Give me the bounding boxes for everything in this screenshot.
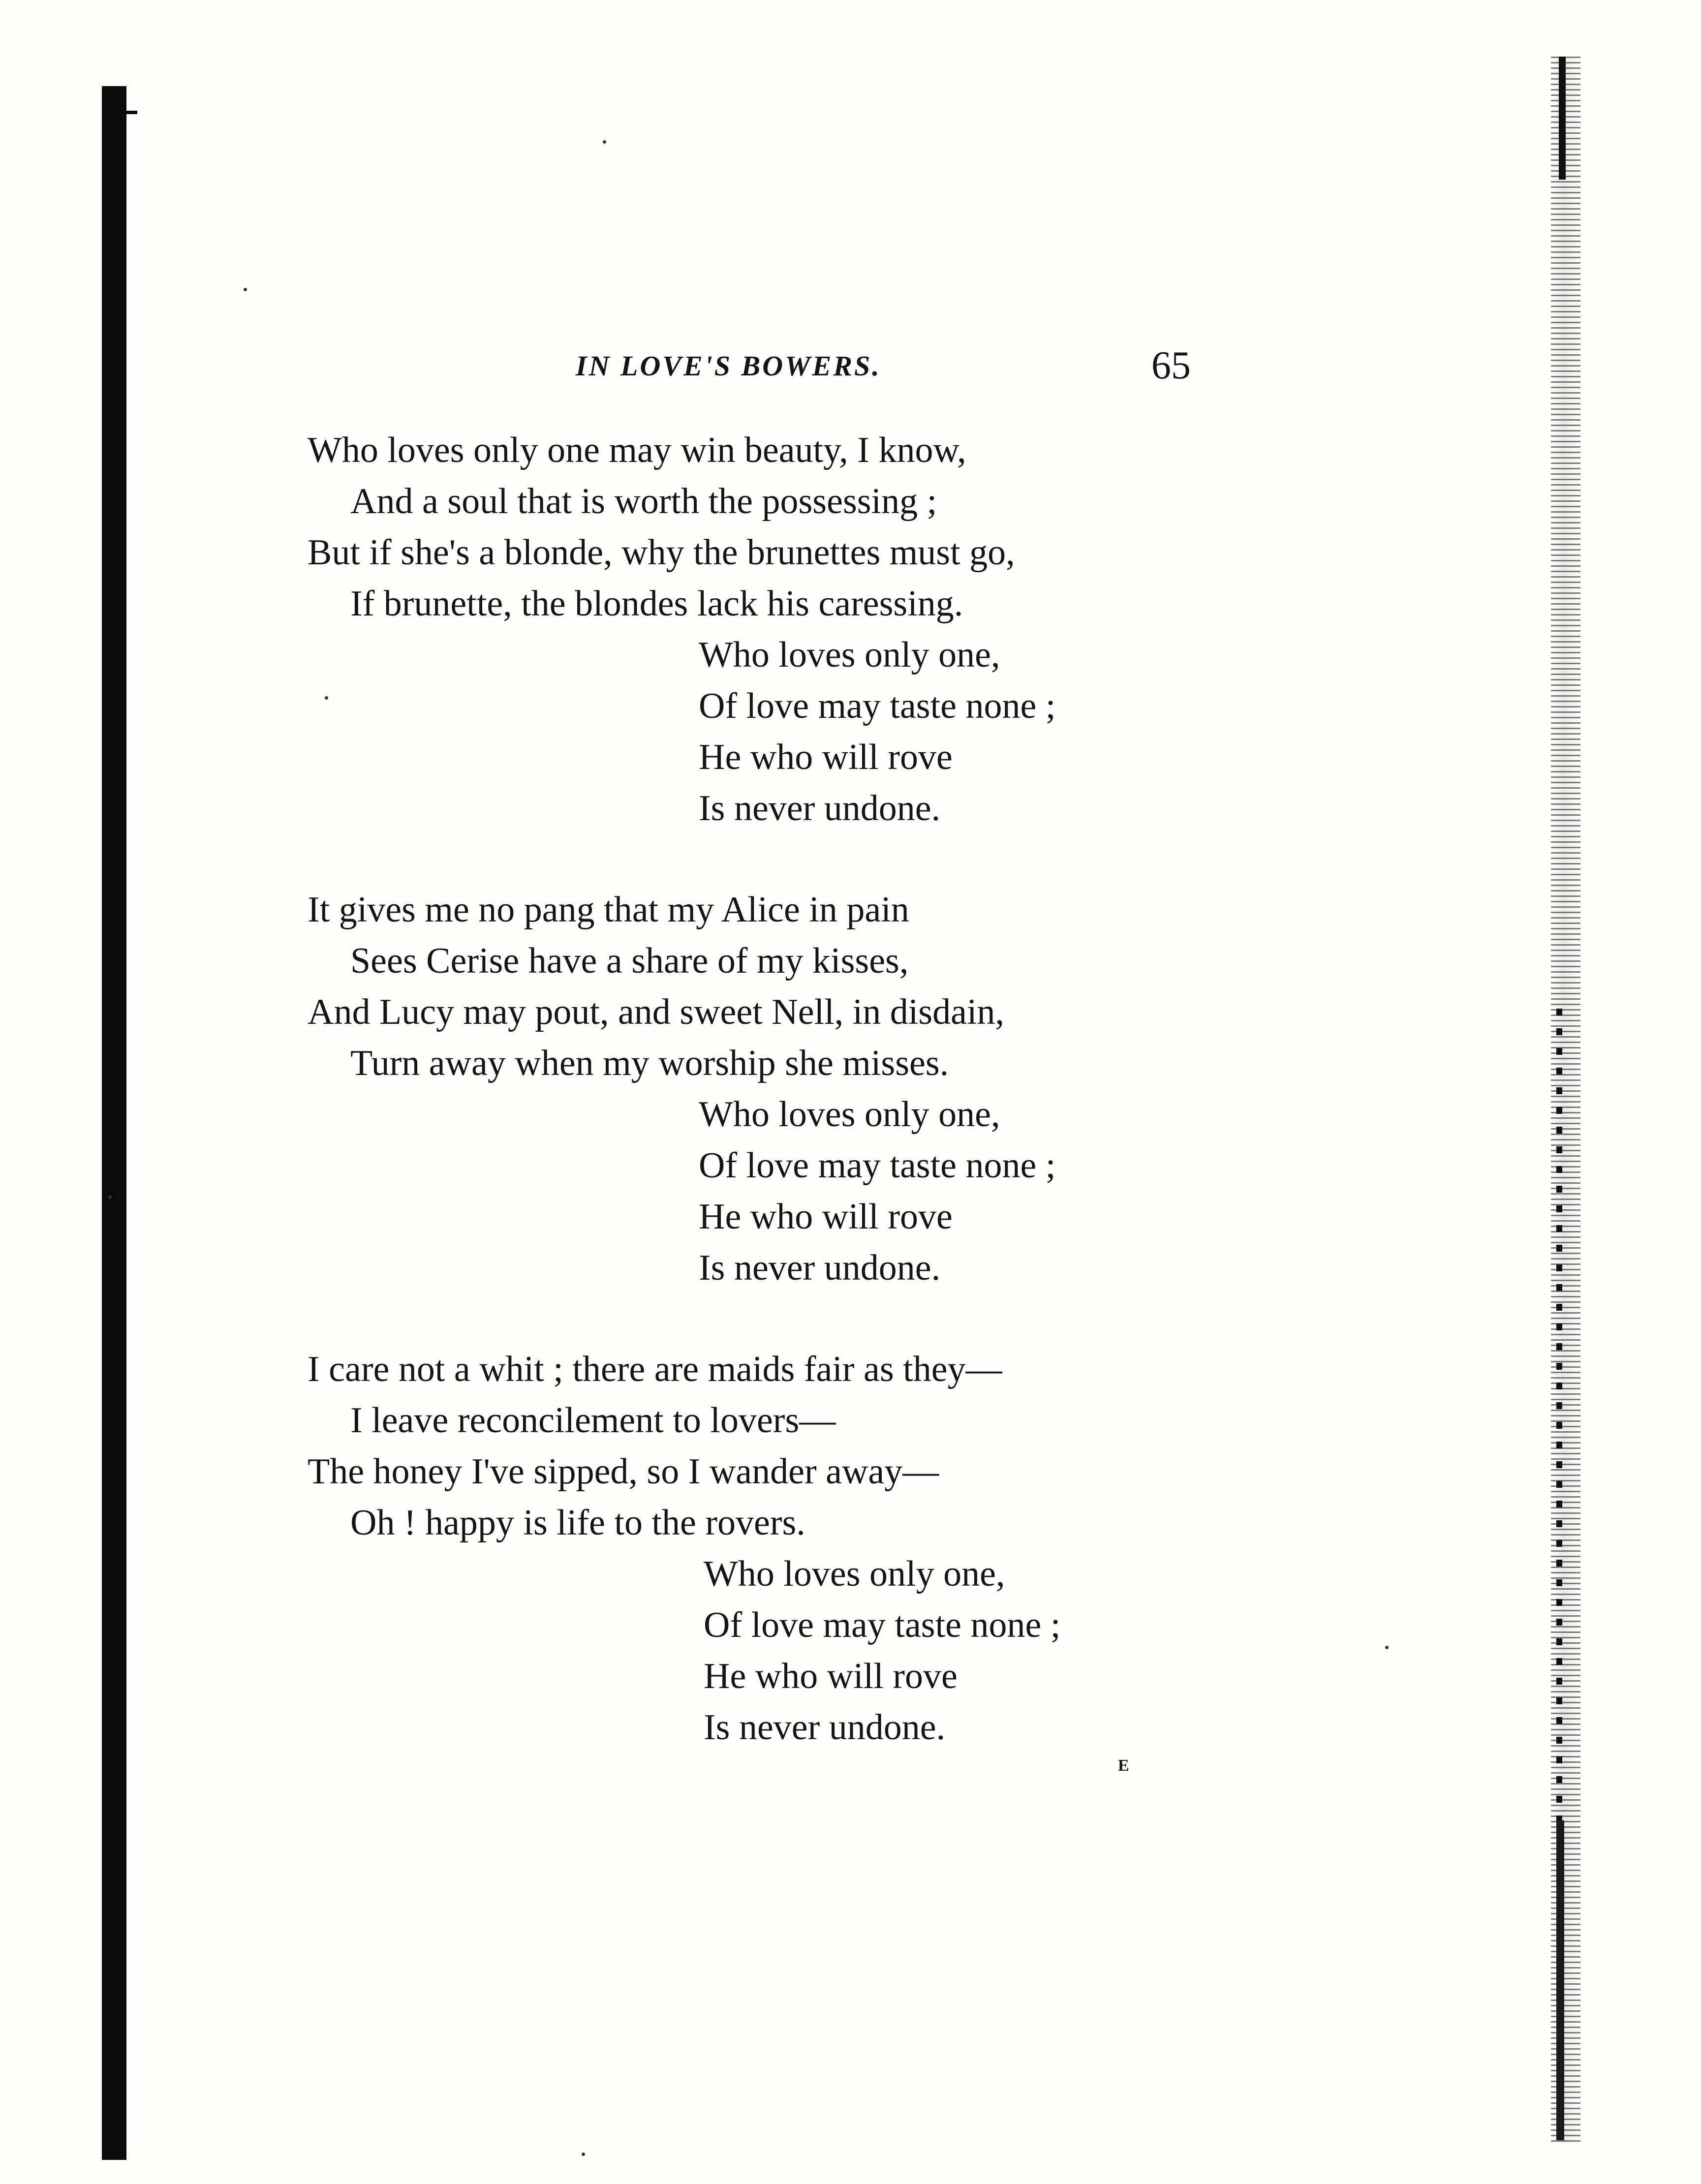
page-edge-dark-top: [1559, 57, 1566, 180]
verse-line: Oh ! happy is life to the rovers.: [350, 1503, 805, 1543]
refrain-line: Is never undone.: [704, 1707, 946, 1748]
refrain-line: Of love may taste none ;: [699, 686, 1056, 726]
verse-line: Turn away when my worship she misses.: [350, 1043, 949, 1083]
refrain-line: He who will rove: [699, 737, 953, 777]
scan-speck: [325, 696, 328, 700]
refrain-line: Of love may taste none ;: [699, 1145, 1056, 1186]
refrain-line: Who loves only one,: [699, 1094, 1000, 1135]
verse-line: It gives me no pang that my Alice in pain: [308, 890, 909, 930]
verse-line: But if she's a blonde, why the brunettes must go,: [308, 532, 1015, 573]
refrain-line: Is never undone.: [699, 1248, 941, 1288]
running-title: IN LOVE'S BOWERS.: [576, 350, 881, 382]
refrain-line: Who loves only one,: [704, 1554, 1005, 1594]
page-edge-noise: [1551, 57, 1580, 2143]
verse-line: And Lucy may pout, and sweet Nell, in disdain,: [308, 992, 1005, 1032]
verse-line: And a soul that is worth the possessing ;: [350, 481, 937, 522]
scan-speck: [108, 1196, 112, 1199]
refrain-line: He who will rove: [704, 1656, 958, 1696]
verse-line: I care not a whit ; there are maids fair as they—: [308, 1349, 1002, 1389]
scan-speck: [603, 140, 606, 144]
refrain-line: Who loves only one,: [699, 635, 1000, 675]
verse-line: I leave reconcilement to lovers—: [350, 1400, 836, 1441]
scan-speck: [244, 288, 247, 291]
verse-line: If brunette, the blondes lack his caressing.: [350, 584, 963, 624]
refrain-line: Of love may taste none ;: [704, 1605, 1061, 1645]
scan-speck: [1385, 1646, 1389, 1649]
page-number: 65: [1151, 344, 1191, 387]
refrain-line: He who will rove: [699, 1197, 953, 1237]
binding-mark: [126, 111, 137, 114]
verse-line: Sees Cerise have a share of my kisses,: [350, 941, 909, 981]
verse-line: The honey I've sipped, so I wander away—: [308, 1451, 939, 1492]
page-edge-dark-bottom: [1556, 1820, 1564, 2140]
verse-line: Who loves only one may win beauty, I know,: [308, 430, 966, 470]
refrain-line: Is never undone.: [699, 788, 941, 829]
signature-mark: E: [1118, 1756, 1129, 1775]
scan-speck: [582, 2153, 585, 2156]
binding-shadow: [102, 86, 126, 2160]
